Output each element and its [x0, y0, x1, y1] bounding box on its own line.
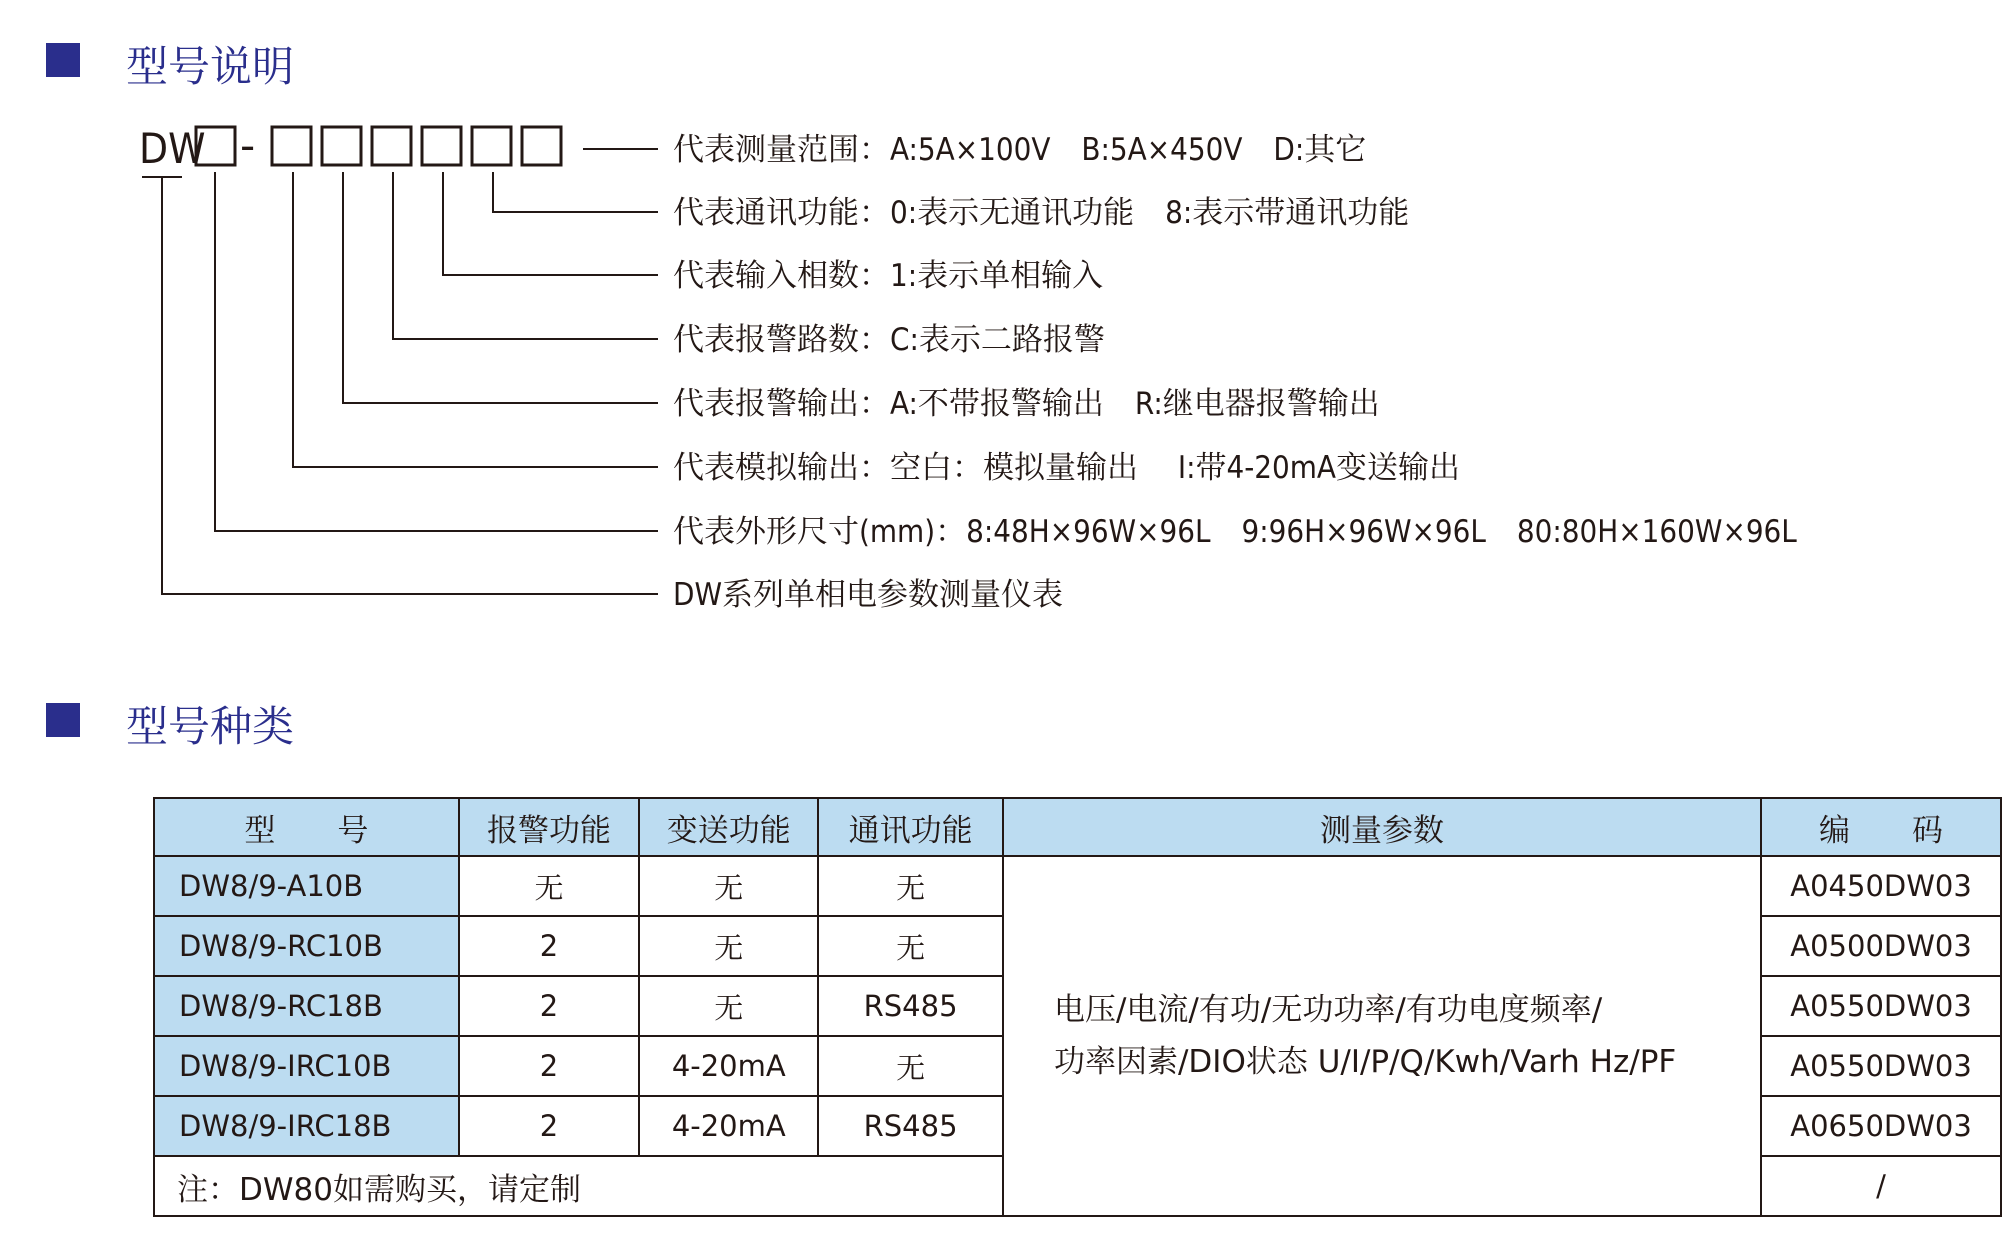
label-dimensions: 代表外形尺寸(mm)：8:48H×96W×96L 9:96H×96W×96L 80:80H×160W×96L [673, 514, 1797, 550]
header-transmit: 变送功能 [639, 798, 818, 856]
cell-code: A0650DW03 [1761, 1096, 2001, 1156]
cell-code: A0550DW03 [1761, 976, 2001, 1036]
cell-transmit: 4-20mA [639, 1036, 818, 1096]
cell-code: A0500DW03 [1761, 916, 2001, 976]
model-types-table [153, 797, 2002, 1217]
code-box-comm [472, 127, 511, 165]
header-params: 测量参数 [1003, 798, 1761, 856]
cell-transmit: 无 [639, 976, 818, 1036]
cell-measure-params [1003, 856, 1761, 1216]
cell-model: DW8/9-A10B [154, 856, 459, 916]
connector-analog [293, 172, 658, 467]
connector-alarm-count [393, 172, 658, 339]
cell-alarm: 2 [459, 1036, 640, 1096]
header-comm: 通讯功能 [818, 798, 1003, 856]
cell-comm: 无 [818, 1036, 1003, 1096]
table-row [154, 856, 2001, 916]
cell-transmit: 4-20mA [639, 1096, 818, 1156]
header-model: 型 号 [154, 798, 459, 856]
label-measure-range: 代表测量范围：A:5A×100V B:5A×450V D:其它 [673, 132, 1367, 168]
label-alarm-count: 代表报警路数：C:表示二路报警 [673, 322, 1105, 358]
header-code: 编 码 [1761, 798, 2001, 856]
table-header-row [154, 798, 2001, 856]
label-alarm-output: 代表报警输出：A:不带报警输出 R:继电器报警输出 [673, 386, 1380, 422]
label-series: DW系列单相电参数测量仪表 [673, 577, 1064, 613]
cell-transmit: 无 [639, 856, 818, 916]
connector-phase [443, 172, 658, 275]
code-box-alarm-output [322, 127, 361, 165]
connector-size [215, 172, 658, 531]
connector-alarm-output [343, 172, 658, 403]
code-box-alarm-count [372, 127, 411, 165]
header-alarm: 报警功能 [459, 798, 640, 856]
table-note: 注：DW80如需购买，请定制 [154, 1156, 1003, 1216]
connector-comm [493, 172, 658, 212]
cell-alarm: 2 [459, 1096, 640, 1156]
section-bullet-icon [46, 703, 80, 737]
cell-comm: 无 [818, 916, 1003, 976]
connector-lines [142, 149, 658, 594]
cell-code: A0450DW03 [1761, 856, 2001, 916]
section-model-types [46, 690, 295, 751]
params-line-1: 电压/电流/有功/无功功率/有功电度频率/ [1053, 992, 1603, 1028]
cell-model: DW8/9-RC18B [154, 976, 459, 1036]
cell-alarm: 2 [459, 976, 640, 1036]
label-comm-function: 代表通讯功能：0:表示无通讯功能 8:表示带通讯功能 [673, 195, 1410, 231]
cell-comm: RS485 [818, 1096, 1003, 1156]
code-box-phase [422, 127, 461, 165]
cell-alarm: 无 [459, 856, 640, 916]
code-box-analog [272, 127, 311, 165]
params-line-2: 功率因素/DIO状态 U/I/P/Q/Kwh/Varh Hz/PF [1053, 1044, 1677, 1080]
cell-code-note: / [1761, 1156, 2001, 1216]
label-input-phase: 代表输入相数：1:表示单相输入 [673, 258, 1104, 294]
cell-transmit: 无 [639, 916, 818, 976]
cell-alarm: 2 [459, 916, 640, 976]
cell-model: DW8/9-RC10B [154, 916, 459, 976]
label-analog-output: 代表模拟输出：空白：模拟量输出 I:带4-20mA变送输出 [673, 450, 1461, 486]
cell-model: DW8/9-IRC18B [154, 1096, 459, 1156]
section-title: 型号说明 [126, 42, 295, 91]
cell-comm: RS485 [818, 976, 1003, 1036]
code-prefix: DW [139, 124, 206, 173]
cell-code: A0550DW03 [1761, 1036, 2001, 1096]
cell-model: DW8/9-IRC10B [154, 1036, 459, 1096]
section-title: 型号种类 [126, 702, 295, 751]
cell-comm: 无 [818, 856, 1003, 916]
code-box-range [522, 127, 561, 165]
code-dash: - [240, 121, 256, 170]
